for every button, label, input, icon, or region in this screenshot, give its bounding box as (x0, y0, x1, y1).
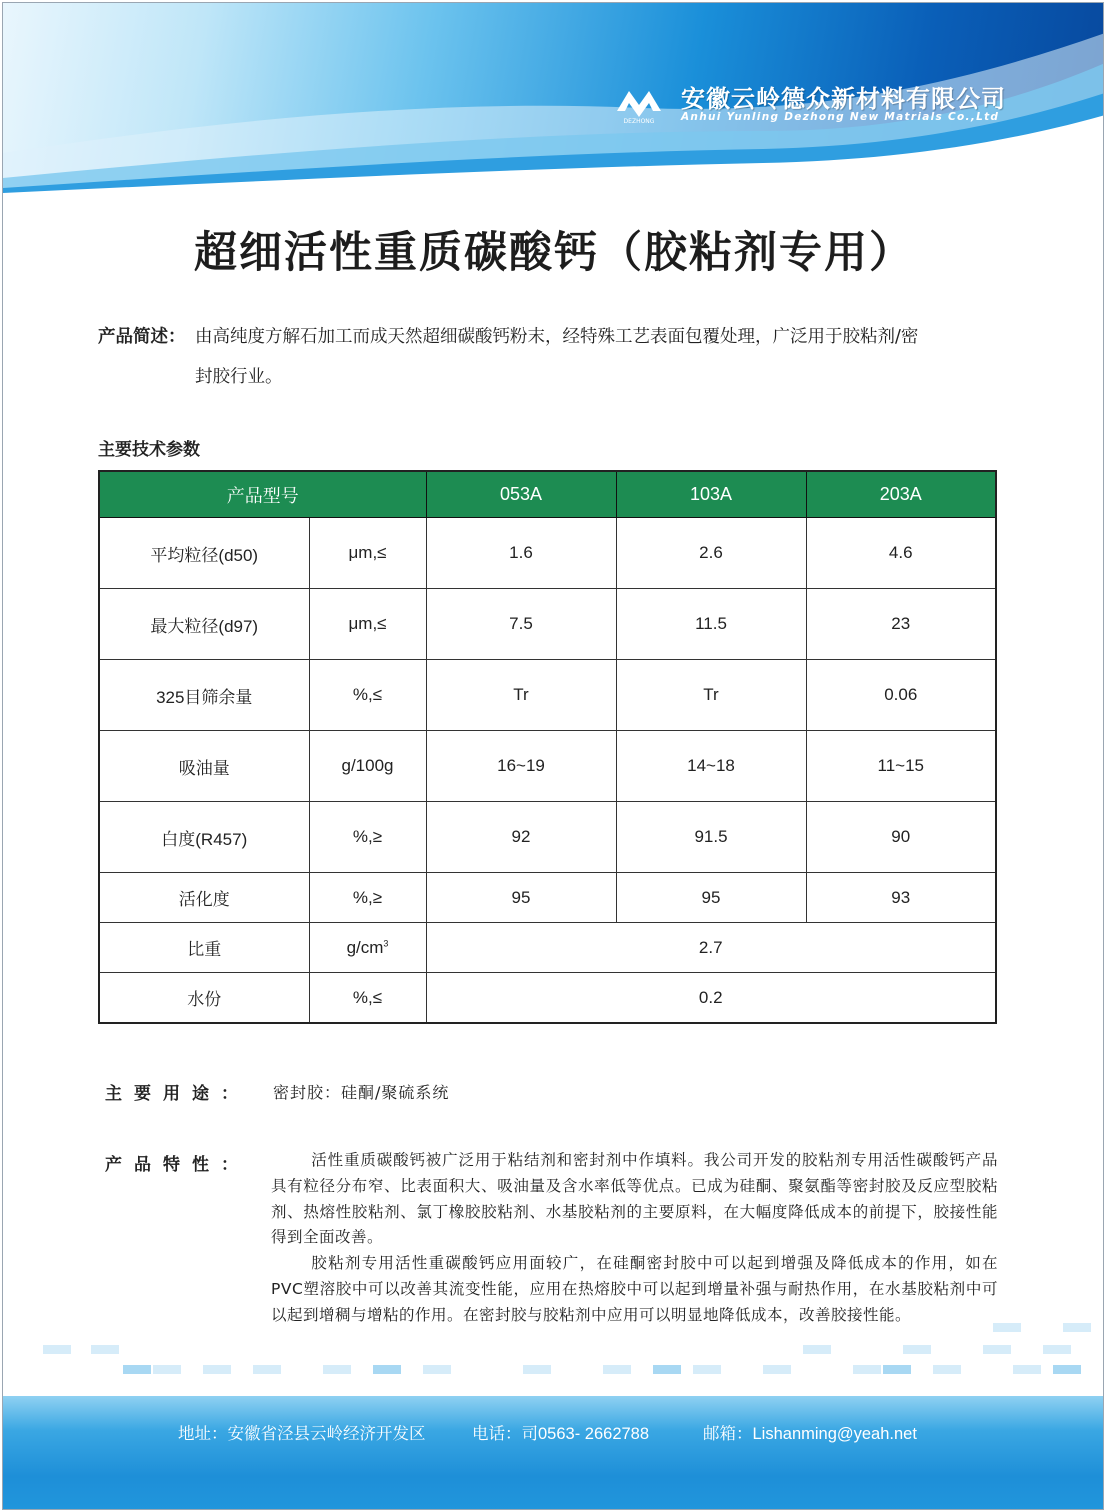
features-text (271, 1148, 998, 1329)
header-model: 053A (426, 471, 616, 518)
param-value: 0.06 (806, 660, 996, 731)
footer-phone: 电话：司0563- 2662788 (472, 1425, 650, 1443)
intro-text-line1: 由高纯度方解石加工而成天然超细碳酸钙粉末，经特殊工艺表面包覆处理，广泛用于胶粘剂/密 (195, 327, 919, 347)
table-row (99, 660, 996, 731)
param-value: 2.6 (616, 518, 806, 589)
param-value: 2.7 (426, 923, 996, 973)
param-value: 4.6 (806, 518, 996, 589)
param-name: 平均粒径(d50) (99, 518, 309, 589)
table-row (99, 873, 996, 923)
param-value: 1.6 (426, 518, 616, 589)
table-row (99, 589, 996, 660)
logo-text: DEZHONG (623, 118, 655, 125)
param-name: 325目筛余量 (99, 660, 309, 731)
param-value: 23 (806, 589, 996, 660)
company-name-en: Anhui Yunling Dezhong New Matrials Co.,Ltd (681, 111, 1000, 123)
param-value: Tr (426, 660, 616, 731)
decorative-pixel-band (3, 1303, 1104, 1398)
param-value: 0.2 (426, 973, 996, 1024)
param-value: 14~18 (616, 731, 806, 802)
company-logo (613, 81, 665, 125)
param-value: 92 (426, 802, 616, 873)
spec-table (98, 470, 997, 1024)
table-row (99, 731, 996, 802)
param-value: 90 (806, 802, 996, 873)
param-name: 活化度 (99, 873, 309, 923)
params-title: 主要技术参数 (98, 440, 200, 460)
table-row (99, 973, 996, 1024)
features-label: 产品特性： (105, 1155, 250, 1175)
param-unit (309, 923, 426, 973)
table-header-row (99, 471, 996, 518)
param-value: 11.5 (616, 589, 806, 660)
footer-band (3, 1396, 1104, 1510)
param-value: 16~19 (426, 731, 616, 802)
param-value: 95 (426, 873, 616, 923)
unit-superscript: 3 (383, 937, 389, 948)
param-unit: %,≤ (309, 973, 426, 1024)
param-value: 95 (616, 873, 806, 923)
header-model-label: 产品型号 (99, 471, 426, 518)
footer-address: 地址：安徽省泾县云岭经济开发区 (178, 1425, 426, 1443)
usage-label: 主要用途： (105, 1084, 250, 1104)
param-name: 水份 (99, 973, 309, 1024)
brochure-page (2, 2, 1104, 1510)
param-unit: %,≥ (309, 873, 426, 923)
param-value: 91.5 (616, 802, 806, 873)
unit-text: g/cm (346, 937, 384, 957)
param-name: 白度(R457) (99, 802, 309, 873)
param-value: Tr (616, 660, 806, 731)
table-row (99, 923, 996, 973)
param-unit: %,≤ (309, 660, 426, 731)
usage-value: 密封胶：硅酮/聚硫系统 (273, 1083, 450, 1102)
features-paragraph: 胶粘剂专用活性重碳酸钙应用面较广，在硅酮密封胶中可以起到增强及降低成本的作用，如在PVC塑溶胶中可以改善其流变性能，应用在热熔胶中可以起到增量补强与耐热作用，在水基胶粘剂中可以起到增稠与增粘的作用。在密封胶与胶粘剂中应用可以明显地降低成本，改善胶接性能。 (271, 1254, 998, 1324)
param-name: 比重 (99, 923, 309, 973)
usage-section (105, 1079, 450, 1104)
company-name-cn: 安徽云岭德众新材料有限公司 (681, 85, 1006, 113)
param-value: 11~15 (806, 731, 996, 802)
footer-email: 邮箱：Lishanming@yeah.net (703, 1425, 917, 1443)
header-model: 203A (806, 471, 996, 518)
page-title: 超细活性重质碳酸钙（胶粘剂专用） (194, 228, 914, 278)
param-name: 吸油量 (99, 731, 309, 802)
param-unit: μm,≤ (309, 518, 426, 589)
table-row (99, 518, 996, 589)
param-value: 7.5 (426, 589, 616, 660)
param-name: 最大粒径(d97) (99, 589, 309, 660)
header-model: 103A (616, 471, 806, 518)
intro-text-line2: 封胶行业。 (195, 367, 283, 387)
param-unit: %,≥ (309, 802, 426, 873)
intro-label: 产品简述： (98, 327, 186, 347)
table-row (99, 802, 996, 873)
features-paragraph: 活性重质碳酸钙被广泛用于粘结剂和密封剂中作填料。我公司开发的胶粘剂专用活性碳酸钙产品具有粒径分布窄、比表面积大、吸油量及含水率低等优点。已成为硅酮、聚氨酯等密封胶及反应型胶粘剂、热熔性胶粘剂、氯丁橡胶胶粘剂、水基胶粘剂的主要原料，在大幅度降低成本的前提下，胶接性能得到全面改善。 (271, 1151, 998, 1247)
param-unit: g/100g (309, 731, 426, 802)
param-unit: μm,≤ (309, 589, 426, 660)
param-value: 93 (806, 873, 996, 923)
